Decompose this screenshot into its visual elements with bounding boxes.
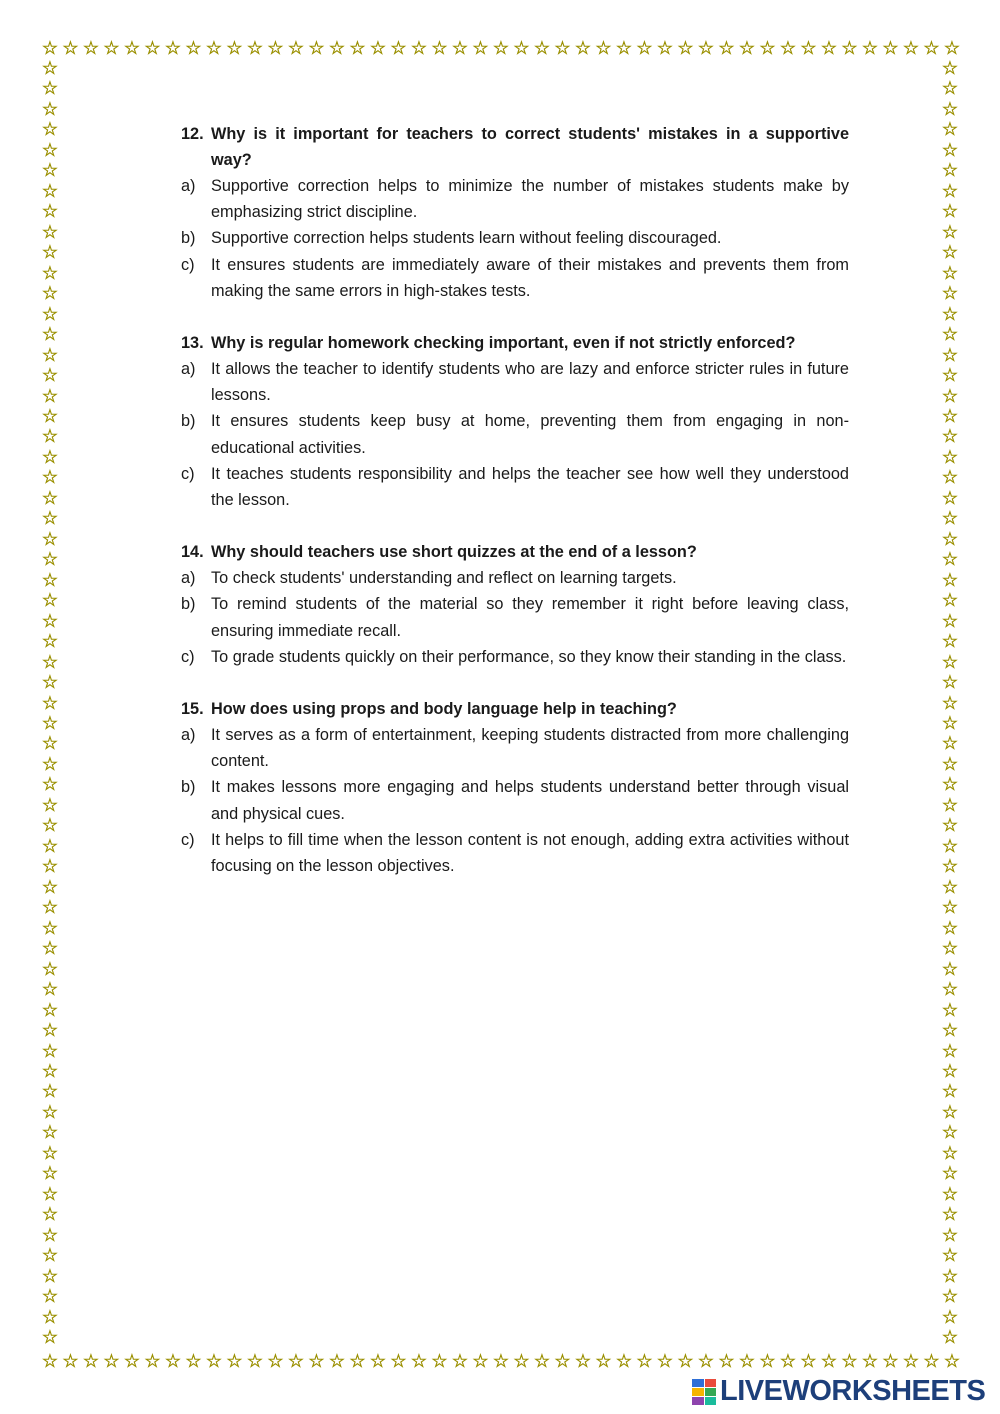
star-icon: ☆ xyxy=(41,283,59,305)
star-icon: ☆ xyxy=(410,1351,428,1372)
star-icon: ☆ xyxy=(574,1351,592,1372)
option-letter: b) xyxy=(181,412,196,431)
star-icon: ☆ xyxy=(41,713,59,734)
star-icon: ☆ xyxy=(941,897,959,919)
star-icon: ☆ xyxy=(941,324,959,346)
star-icon: ☆ xyxy=(923,1351,940,1372)
star-icon: ☆ xyxy=(472,38,489,59)
star-icon: ☆ xyxy=(941,631,959,653)
question-15 xyxy=(181,696,849,879)
star-icon: ☆ xyxy=(902,38,920,59)
star-icon: ☆ xyxy=(941,569,959,591)
star-icon: ☆ xyxy=(941,1122,959,1144)
question-number: 14. xyxy=(181,543,204,562)
star-icon: ☆ xyxy=(41,1101,59,1123)
star-icon: ☆ xyxy=(636,38,653,59)
answer-option-b[interactable] xyxy=(181,774,849,826)
star-border-left xyxy=(40,60,60,1350)
star-icon: ☆ xyxy=(41,1020,59,1042)
option-letter: b) xyxy=(181,229,196,248)
star-icon: ☆ xyxy=(941,958,959,980)
star-icon: ☆ xyxy=(882,1351,899,1372)
star-icon: ☆ xyxy=(941,876,959,898)
question-number: 13. xyxy=(181,334,204,353)
star-icon: ☆ xyxy=(123,1351,141,1372)
star-icon: ☆ xyxy=(902,1351,920,1372)
star-icon: ☆ xyxy=(185,38,202,59)
question-title xyxy=(181,539,849,565)
star-icon: ☆ xyxy=(349,38,366,59)
star-icon: ☆ xyxy=(941,262,959,284)
star-icon: ☆ xyxy=(941,467,959,489)
question-text: Why should teachers use short quizzes at the end of a lesson? xyxy=(211,543,697,562)
star-icon: ☆ xyxy=(941,753,959,775)
star-icon: ☆ xyxy=(943,1351,961,1372)
star-icon: ☆ xyxy=(41,1265,59,1287)
star-icon: ☆ xyxy=(677,38,694,59)
star-icon: ☆ xyxy=(41,1183,59,1205)
star-icon: ☆ xyxy=(349,1351,366,1372)
star-icon: ☆ xyxy=(656,38,674,59)
question-list xyxy=(181,121,849,905)
star-icon: ☆ xyxy=(941,426,959,448)
star-icon: ☆ xyxy=(941,446,959,468)
logo-square xyxy=(692,1388,704,1396)
option-text: Supportive correction helps to minimize the number of mistakes students make by emphasizing strict discipline. xyxy=(211,177,849,222)
star-icon: ☆ xyxy=(41,1081,59,1103)
answer-option-a[interactable] xyxy=(181,565,849,591)
star-icon: ☆ xyxy=(103,1351,120,1372)
option-letter: c) xyxy=(181,464,195,483)
question-title xyxy=(181,121,849,173)
star-icon: ☆ xyxy=(941,1204,959,1226)
star-icon: ☆ xyxy=(492,38,510,59)
option-letter: c) xyxy=(181,830,195,849)
star-icon: ☆ xyxy=(941,1142,959,1164)
star-icon: ☆ xyxy=(41,1122,59,1144)
star-icon: ☆ xyxy=(941,221,959,243)
star-icon: ☆ xyxy=(451,38,469,59)
star-icon: ☆ xyxy=(41,1163,59,1185)
star-icon: ☆ xyxy=(164,38,182,59)
answer-option-b[interactable] xyxy=(181,408,849,460)
star-icon: ☆ xyxy=(615,38,633,59)
star-icon: ☆ xyxy=(941,242,959,264)
star-icon: ☆ xyxy=(820,38,838,59)
star-icon: ☆ xyxy=(41,119,59,141)
star-icon: ☆ xyxy=(205,38,223,59)
answer-option-c[interactable] xyxy=(181,252,849,304)
star-icon: ☆ xyxy=(941,1183,959,1205)
star-icon: ☆ xyxy=(779,38,797,59)
star-icon: ☆ xyxy=(941,1306,959,1328)
star-icon: ☆ xyxy=(41,815,59,837)
star-icon: ☆ xyxy=(431,1351,448,1372)
answer-option-a[interactable] xyxy=(181,722,849,774)
star-icon: ☆ xyxy=(941,815,959,837)
star-icon: ☆ xyxy=(103,38,120,59)
star-icon: ☆ xyxy=(472,1351,489,1372)
logo-square xyxy=(705,1379,717,1387)
star-icon: ☆ xyxy=(779,1351,797,1372)
star-icon: ☆ xyxy=(41,160,59,182)
star-icon: ☆ xyxy=(185,1351,202,1372)
star-icon: ☆ xyxy=(41,651,59,673)
star-icon: ☆ xyxy=(941,651,959,673)
star-icon: ☆ xyxy=(390,1351,407,1372)
star-icon: ☆ xyxy=(41,365,59,387)
star-icon: ☆ xyxy=(41,549,59,571)
star-icon: ☆ xyxy=(759,1351,776,1372)
star-icon: ☆ xyxy=(82,38,100,59)
star-icon: ☆ xyxy=(41,487,59,509)
star-icon: ☆ xyxy=(41,262,59,284)
star-icon: ☆ xyxy=(41,835,59,857)
star-icon: ☆ xyxy=(533,38,551,59)
option-letter: a) xyxy=(181,726,196,745)
star-icon: ☆ xyxy=(41,467,59,489)
star-icon: ☆ xyxy=(164,1351,182,1372)
star-icon: ☆ xyxy=(941,549,959,571)
star-icon: ☆ xyxy=(246,38,264,59)
star-icon: ☆ xyxy=(41,528,59,550)
star-icon: ☆ xyxy=(941,835,959,857)
star-icon: ☆ xyxy=(41,344,59,366)
star-icon: ☆ xyxy=(820,1351,838,1372)
star-icon: ☆ xyxy=(41,405,59,427)
star-icon: ☆ xyxy=(41,1306,59,1328)
star-icon: ☆ xyxy=(718,38,735,59)
logo-square xyxy=(705,1397,717,1405)
star-icon: ☆ xyxy=(41,733,59,755)
star-icon: ☆ xyxy=(513,38,530,59)
option-letter: a) xyxy=(181,569,196,588)
star-icon: ☆ xyxy=(492,1351,510,1372)
star-icon: ☆ xyxy=(41,999,59,1021)
answer-option-a[interactable] xyxy=(181,173,849,225)
star-icon: ☆ xyxy=(941,1101,959,1123)
option-text: To grade students quickly on their performance, so they know their standing in the class. xyxy=(211,647,847,666)
star-icon: ☆ xyxy=(41,38,59,59)
answer-option-c[interactable] xyxy=(181,461,849,513)
liveworksheets-logo[interactable] xyxy=(692,1375,985,1408)
star-icon: ☆ xyxy=(41,897,59,919)
star-icon: ☆ xyxy=(41,610,59,632)
star-icon: ☆ xyxy=(62,38,79,59)
star-icon: ☆ xyxy=(287,1351,305,1372)
question-13 xyxy=(181,330,849,513)
star-icon: ☆ xyxy=(941,98,959,120)
star-icon: ☆ xyxy=(941,180,959,202)
star-icon: ☆ xyxy=(41,774,59,796)
star-icon: ☆ xyxy=(941,979,959,1001)
answer-option-c[interactable] xyxy=(181,827,849,879)
star-icon: ☆ xyxy=(595,38,612,59)
star-icon: ☆ xyxy=(41,98,59,120)
star-icon: ☆ xyxy=(41,917,59,939)
star-icon: ☆ xyxy=(226,38,243,59)
star-icon: ☆ xyxy=(861,38,879,59)
question-text: How does using props and body language help in teaching? xyxy=(211,700,677,719)
star-icon: ☆ xyxy=(718,1351,735,1372)
star-icon: ☆ xyxy=(800,38,817,59)
question-number: 15. xyxy=(181,700,204,719)
star-icon: ☆ xyxy=(941,999,959,1021)
star-icon: ☆ xyxy=(941,856,959,878)
star-icon: ☆ xyxy=(941,938,959,960)
option-text: It allows the teacher to identify students who are lazy and enforce stricter rules in future lessons. xyxy=(211,360,849,405)
star-icon: ☆ xyxy=(941,160,959,182)
option-text: It teaches students responsibility and helps the teacher see how well they understood the lesson. xyxy=(211,464,849,510)
option-text: To remind students of the material so they remember it right before leaving class, ensuring immediate recall. xyxy=(211,595,849,640)
star-icon: ☆ xyxy=(41,58,59,79)
question-14 xyxy=(181,539,849,670)
star-icon: ☆ xyxy=(144,38,161,59)
star-icon: ☆ xyxy=(697,1351,715,1372)
star-icon: ☆ xyxy=(41,1040,59,1062)
star-icon: ☆ xyxy=(41,303,59,325)
star-icon: ☆ xyxy=(941,610,959,632)
option-text: It makes lessons more engaging and helps students understand better through visual and physical cues. xyxy=(211,778,849,823)
star-icon: ☆ xyxy=(41,794,59,816)
star-icon: ☆ xyxy=(62,1351,79,1372)
star-icon: ☆ xyxy=(941,139,959,161)
star-icon: ☆ xyxy=(941,1265,959,1287)
star-icon: ☆ xyxy=(656,1351,674,1372)
star-icon: ☆ xyxy=(41,569,59,591)
star-icon: ☆ xyxy=(308,38,325,59)
star-icon: ☆ xyxy=(41,938,59,960)
star-icon: ☆ xyxy=(41,876,59,898)
option-letter: b) xyxy=(181,778,196,797)
star-icon: ☆ xyxy=(941,590,959,612)
star-icon: ☆ xyxy=(941,201,959,223)
option-letter: a) xyxy=(181,177,196,195)
star-icon: ☆ xyxy=(41,753,59,775)
star-icon: ☆ xyxy=(41,1245,59,1267)
star-icon: ☆ xyxy=(941,119,959,141)
question-title xyxy=(181,330,849,356)
star-icon: ☆ xyxy=(941,283,959,305)
star-icon: ☆ xyxy=(267,1351,284,1372)
logo-square xyxy=(692,1397,704,1405)
star-icon: ☆ xyxy=(941,508,959,530)
star-icon: ☆ xyxy=(841,38,858,59)
star-icon: ☆ xyxy=(267,38,284,59)
star-border-right xyxy=(940,60,960,1350)
star-icon: ☆ xyxy=(941,365,959,387)
star-icon: ☆ xyxy=(941,1040,959,1062)
star-icon: ☆ xyxy=(554,1351,571,1372)
star-icon: ☆ xyxy=(941,917,959,939)
star-icon: ☆ xyxy=(861,1351,879,1372)
star-icon: ☆ xyxy=(941,1020,959,1042)
option-text: It helps to fill time when the lesson content is not enough, adding extra activities without focusing on the lesson objectives. xyxy=(211,830,849,876)
star-icon: ☆ xyxy=(697,38,715,59)
option-text: To check students' understanding and reflect on learning targets. xyxy=(211,569,677,588)
answer-option-a[interactable] xyxy=(181,356,849,408)
star-icon: ☆ xyxy=(677,1351,694,1372)
star-icon: ☆ xyxy=(328,38,346,59)
star-icon: ☆ xyxy=(941,528,959,550)
star-icon: ☆ xyxy=(759,38,776,59)
star-icon: ☆ xyxy=(943,38,961,59)
star-icon: ☆ xyxy=(41,324,59,346)
star-icon: ☆ xyxy=(41,692,59,714)
star-icon: ☆ xyxy=(636,1351,653,1372)
star-icon: ☆ xyxy=(941,1245,959,1267)
star-icon: ☆ xyxy=(123,38,141,59)
star-icon: ☆ xyxy=(369,1351,387,1372)
question-12 xyxy=(181,121,849,304)
star-icon: ☆ xyxy=(941,1327,959,1349)
star-icon: ☆ xyxy=(941,487,959,509)
star-icon: ☆ xyxy=(941,733,959,755)
star-icon: ☆ xyxy=(941,1081,959,1103)
option-letter: c) xyxy=(181,255,195,274)
star-icon: ☆ xyxy=(41,1060,59,1082)
star-icon: ☆ xyxy=(41,180,59,202)
star-icon: ☆ xyxy=(513,1351,530,1372)
star-icon: ☆ xyxy=(941,385,959,407)
option-text: Supportive correction helps students learn without feeling discouraged. xyxy=(211,229,722,248)
star-icon: ☆ xyxy=(41,139,59,161)
star-icon: ☆ xyxy=(41,385,59,407)
star-icon: ☆ xyxy=(41,856,59,878)
star-icon: ☆ xyxy=(841,1351,858,1372)
star-icon: ☆ xyxy=(41,242,59,264)
star-icon: ☆ xyxy=(574,38,592,59)
logo-square xyxy=(705,1388,717,1396)
answer-option-b[interactable] xyxy=(181,591,849,643)
star-icon: ☆ xyxy=(369,38,387,59)
star-icon: ☆ xyxy=(41,1286,59,1308)
star-border-top xyxy=(40,40,962,60)
star-icon: ☆ xyxy=(41,1351,59,1372)
star-icon: ☆ xyxy=(941,1224,959,1246)
logo-square xyxy=(692,1379,704,1387)
star-icon: ☆ xyxy=(941,78,959,100)
liveworksheets-logo-icon xyxy=(692,1379,716,1405)
star-icon: ☆ xyxy=(41,590,59,612)
logo-text: LIVEWORKSHEETS xyxy=(720,1375,986,1407)
star-icon: ☆ xyxy=(246,1351,264,1372)
star-icon: ☆ xyxy=(390,38,407,59)
star-icon: ☆ xyxy=(205,1351,223,1372)
star-icon: ☆ xyxy=(882,38,899,59)
star-icon: ☆ xyxy=(431,38,448,59)
star-icon: ☆ xyxy=(941,692,959,714)
star-icon: ☆ xyxy=(41,1142,59,1164)
answer-option-c[interactable] xyxy=(181,644,849,670)
star-icon: ☆ xyxy=(941,1286,959,1308)
star-icon: ☆ xyxy=(615,1351,633,1372)
star-icon: ☆ xyxy=(941,303,959,325)
question-number: 12. xyxy=(181,125,204,143)
star-icon: ☆ xyxy=(226,1351,243,1372)
option-letter: c) xyxy=(181,647,195,666)
star-icon: ☆ xyxy=(941,774,959,796)
star-icon: ☆ xyxy=(941,1060,959,1082)
star-icon: ☆ xyxy=(328,1351,346,1372)
option-text: It ensures students are immediately aware of their mistakes and prevents them from making the same errors in high-stakes tests. xyxy=(211,255,849,300)
star-icon: ☆ xyxy=(41,631,59,653)
star-icon: ☆ xyxy=(144,1351,161,1372)
option-letter: a) xyxy=(181,360,196,379)
star-icon: ☆ xyxy=(941,672,959,694)
star-icon: ☆ xyxy=(41,426,59,448)
star-icon: ☆ xyxy=(451,1351,469,1372)
star-icon: ☆ xyxy=(287,38,305,59)
star-icon: ☆ xyxy=(738,1351,756,1372)
star-icon: ☆ xyxy=(923,38,940,59)
star-icon: ☆ xyxy=(533,1351,551,1372)
star-icon: ☆ xyxy=(41,446,59,468)
star-icon: ☆ xyxy=(941,58,959,79)
star-icon: ☆ xyxy=(941,794,959,816)
star-icon: ☆ xyxy=(41,672,59,694)
star-icon: ☆ xyxy=(308,1351,325,1372)
star-icon: ☆ xyxy=(41,958,59,980)
star-icon: ☆ xyxy=(82,1351,100,1372)
star-icon: ☆ xyxy=(595,1351,612,1372)
star-icon: ☆ xyxy=(41,201,59,223)
star-icon: ☆ xyxy=(941,1163,959,1185)
star-icon: ☆ xyxy=(41,221,59,243)
star-icon: ☆ xyxy=(41,1327,59,1349)
star-icon: ☆ xyxy=(41,979,59,1001)
option-text: It serves as a form of entertainment, keeping students distracted from more challenging content. xyxy=(211,726,849,771)
star-icon: ☆ xyxy=(410,38,428,59)
star-icon: ☆ xyxy=(554,38,571,59)
star-icon: ☆ xyxy=(800,1351,817,1372)
star-icon: ☆ xyxy=(941,713,959,734)
star-icon: ☆ xyxy=(41,78,59,100)
star-icon: ☆ xyxy=(41,508,59,530)
star-border-bottom xyxy=(40,1353,962,1373)
star-icon: ☆ xyxy=(941,405,959,427)
question-text: Why is regular homework checking important, even if not strictly enforced? xyxy=(211,334,796,353)
question-text: Why is it important for teachers to correct students' mistakes in a supportive way? xyxy=(211,125,849,169)
option-text: It ensures students keep busy at home, preventing them from engaging in non-educational activities. xyxy=(211,412,849,457)
star-icon: ☆ xyxy=(738,38,756,59)
star-icon: ☆ xyxy=(41,1204,59,1226)
star-icon: ☆ xyxy=(41,1224,59,1246)
option-letter: b) xyxy=(181,595,196,614)
answer-option-b[interactable] xyxy=(181,225,849,251)
star-icon: ☆ xyxy=(941,344,959,366)
question-title xyxy=(181,696,849,722)
